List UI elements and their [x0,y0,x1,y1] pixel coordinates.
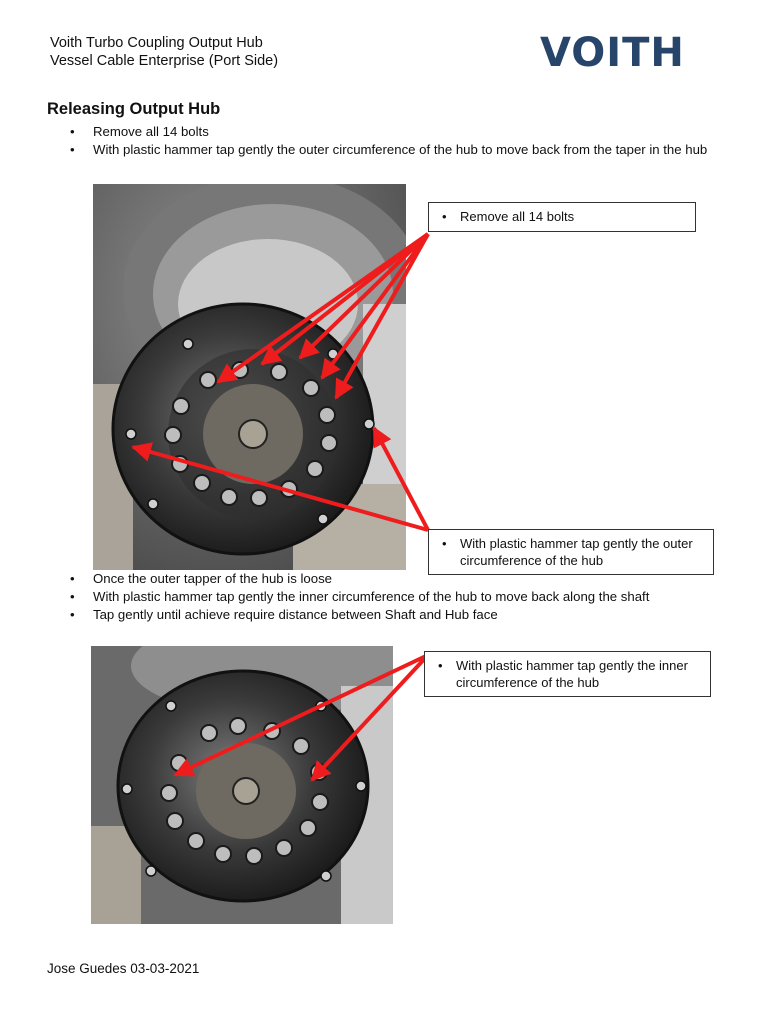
red-arrow [336,234,428,398]
callout-text: With plastic hammer tap gently the outer circumference of the hub [460,536,693,568]
list-item: • With plastic hammer tap gently the outer circumference of the hub to move back from the taper in the hub [70,141,710,159]
steps-list-mid [70,570,730,624]
callout-remove-bolts [428,202,696,232]
list-item: • Tap gently until achieve require distance between Shaft and Hub face [70,606,730,624]
list-item: • Once the outer tapper of the hub is loose [70,570,730,588]
bullet-dot-icon: • [442,209,447,224]
list-item: • With plastic hammer tap gently the inner circumference of the hub to move back along the shaft [70,588,730,606]
red-arrow [175,655,428,775]
red-arrow [133,447,428,530]
footer-author-date: Jose Guedes 03-03-2021 [47,961,200,976]
callout-outer-circumference [428,529,714,575]
callout-inner-circumference [424,651,711,697]
bullet-dot-icon: • [442,536,447,551]
header-subtitle: Vessel Cable Enterprise (Port Side) [50,53,279,69]
section-title: Releasing Output Hub [47,100,221,118]
callout-text: With plastic hammer tap gently the inner circumference of the hub [456,658,688,690]
header-title: Voith Turbo Coupling Output Hub [50,35,263,51]
red-arrow [300,234,428,358]
bullet-dot-icon: • [438,658,443,673]
red-arrow [374,428,428,530]
callout-text: Remove all 14 bolts [460,209,575,224]
red-arrow [312,655,428,780]
list-item: • Remove all 14 bolts [70,123,710,141]
voith-logo: VOITH [540,30,685,76]
